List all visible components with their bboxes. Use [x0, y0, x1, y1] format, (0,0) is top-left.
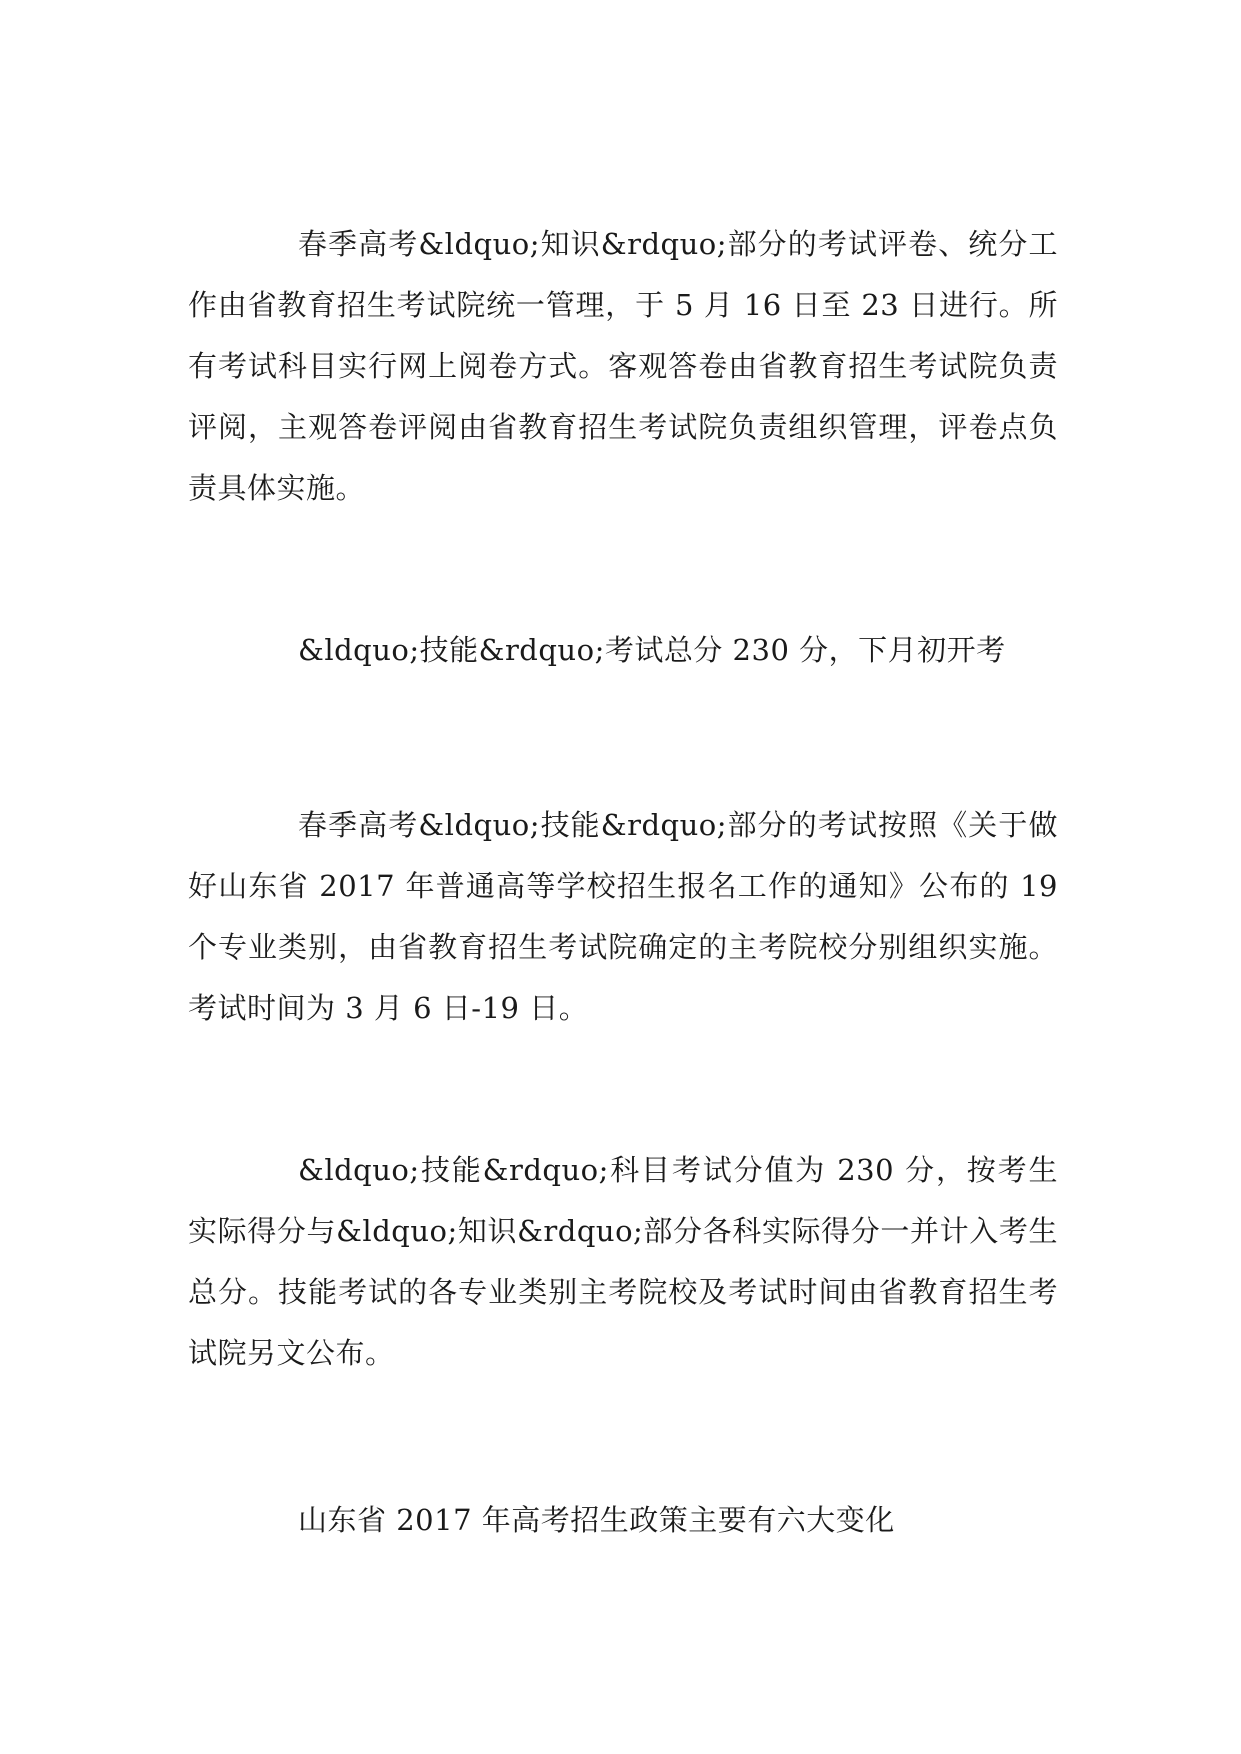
paragraph-skills-exam-score: &ldquo;技能&rdquo;科目考试分值为 230 分，按考生实际得分与&ldquo;知识&rdquo;部分各科实际得分一并计入考生总分。技能考试的各专业类别主考院校及考试时间由省教育招生考试院另文公布。	[188, 1153, 1058, 1370]
paragraph-knowledge-grading: 春季高考&ldquo;知识&rdquo;部分的考试评卷、统分工作由省教育招生考试院统一管理，于 5 月 16 日至 23 日进行。所有考试科目实行网上阅卷方式。客观答卷由省教育招生考试院负责评阅，主观答卷评阅由省教育招生考试院负责组织管理，评卷点负责具体实施。	[188, 227, 1058, 505]
section-heading-policy-changes: 山东省 2017 年高考招生政策主要有六大变化	[298, 1503, 895, 1537]
section-heading-skills-exam: &ldquo;技能&rdquo;考试总分 230 分，下月初开考	[298, 633, 1006, 667]
paragraph-skills-exam-organization: 春季高考&ldquo;技能&rdquo;部分的考试按照《关于做好山东省 2017 年普通高等学校招生报名工作的通知》公布的 19 个专业类别，由省教育招生考试院确定的主考院校分别组织实施。考试时间为 3 月 6 日-19 日。	[188, 808, 1058, 1025]
